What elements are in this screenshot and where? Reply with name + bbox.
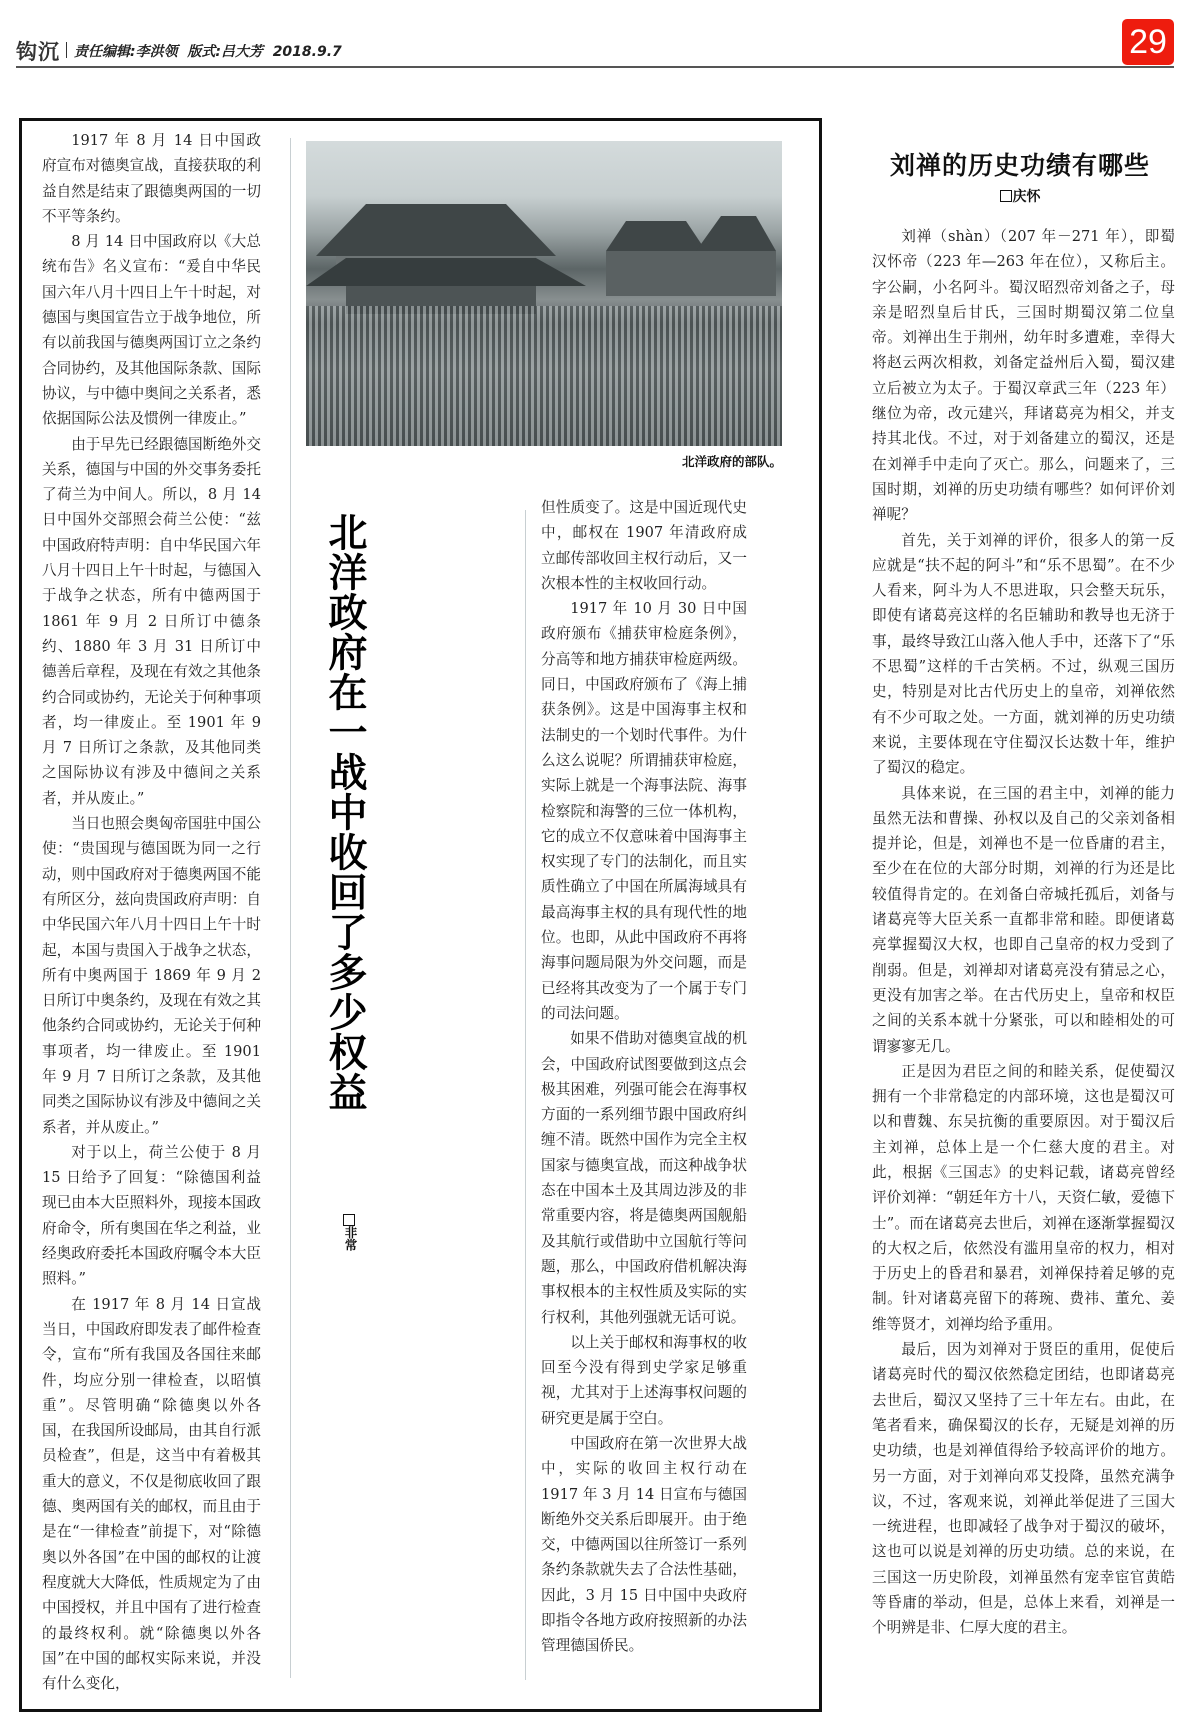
paragraph: 如果不借助对德奥宣战的机会，中国政府试图要做到这点会极其困难，列强可能会在海事权方面的一系列细节跟中国政府纠缠不清。既然中国作为完全主权国家与德奥宣战，而这种战争状态在中国本土及其周边涉及的非常重要内容，将是德奥两国舰船及其航行或借助中立国航行等问题，那么，中国政府借机解决海事权根本的主权性质及实际的实行权利，其他列强就无话可说。 <box>541 1030 747 1326</box>
main-article-author <box>341 1214 359 1251</box>
main-article-column-2 <box>541 495 747 1659</box>
header-divider <box>66 42 67 58</box>
byline-box-icon <box>343 1214 355 1226</box>
paragraph: 对于以上，荷兰公使于 8 月 15 日给予了回复：“除德国利益现已由本大臣照料外，现接本国政府命令，所有奥国在华之利益，业经奥政府委托本国政府嘱令本大臣照料。” <box>42 1143 261 1288</box>
troop-formation <box>306 306 782 446</box>
page-header <box>16 36 1174 68</box>
author-name: 非常 <box>343 1226 358 1251</box>
editor-credits: 责任编辑:李洪领 版式:吕大芳 2018.9.7 <box>74 44 342 60</box>
paragraph: 中国政府在第一次世界大战中，实际的收回主权行动在 1917 年 3 月 14 日宣布与德国断绝外交关系后即展开。由于绝交，中德两国以往所签订一系列条约条款就失去了合法性基础，因此，3 月 15 日中国中央政府即指令各地方政府按照新的办法管理德国侨民。 <box>541 1434 747 1655</box>
main-article-title: 北洋政府在一战中收回了多少权益 <box>322 512 368 1112</box>
side-article-title: 刘禅的历史功绩有哪些 <box>889 151 1150 180</box>
photo-caption: 北洋政府的部队。 <box>681 454 782 469</box>
section-name: 钩沉 <box>16 40 60 64</box>
paragraph: 8 月 14 日中国政府以《大总统布告》名义宣布：“爰自中华民国六年八月十四日上午十时起，对德国与奥国宣告立于战争地位，所有以前我国与德奥两国订立之条约合同协约，及其他国际条款、国际协议，与中德中奥间之关系者，悉依据国际公法及惯例一律废止。” <box>42 233 261 428</box>
paragraph: 但性质变了。这是中国近现代史中，邮权在 1907 年清政府成立邮传部收回主权行动后，又一次根本性的主权收回行动。 <box>541 499 747 592</box>
side-hall-illustration <box>606 211 776 311</box>
column-divider <box>290 138 291 1678</box>
troops-photo <box>306 141 782 446</box>
palace-hall-illustration <box>306 196 586 316</box>
side-article-body <box>872 224 1175 1641</box>
paragraph: 在 1917 年 8 月 14 日宣战当日，中国政府即发表了邮件检查令，宣布“所有我国及各国往来邮件，均应分别一律检查，以昭慎重”。尽管明确“除德奥以外各国，在我国所设邮局，由其自行派员检查”，但是，这当中有着极其重大的意义，不仅是彻底收回了跟德、奥两国有关的邮权，而且由于是在“一律检查”前提下，对“除德奥以外各国”在中国的邮权的让渡程度就大大降低，性质规定为了由中国授权，并且中国有了进行检查的最终权利。就“除德奥以外各国”在中国的邮权实际来说，并没有什么变化， <box>42 1295 261 1693</box>
paragraph: 1917 年 10 月 30 日中国政府颁布《捕获审检庭条例》，分高等和地方捕获审检庭两级。同日，中国政府颁布了《海上捕获条例》。这是中国海事主权和法制史的一个划时代事件。为什么这么说呢？所谓捕获审检庭，实际上就是一个海事法院、海事检察院和海警的三位一体机构，它的成立不仅意味着中国海事主权实现了专门的法制化，而且实质性确立了中国在所属海域具有最高海事主权的具有现代性的地位。也即，从此中国政府不再将海事问题局限为外交问题，而是已经将其改变为了一个属于专门的司法问题。 <box>541 600 747 1022</box>
paragraph: 具体来说，在三国的君主中，刘禅的能力虽然无法和曹操、孙权以及自己的父亲刘备相提并论，但是，刘禅也不是一位昏庸的君主，至少在在位的大部分时期，刘禅的行为还是比较值得肯定的。在刘备白帝城托孤后，刘备与诸葛亮等大臣关系一直都非常和睦。即便诸葛亮掌握蜀汉大权，也即自己皇帝的权力受到了削弱。但是，刘禅却对诸葛亮没有猜忌之心，更没有加害之举。在古代历史上，皇帝和权臣之间的关系本就十分紧张，可以和睦相处的可谓寥寥无几。 <box>872 784 1175 1055</box>
side-article-author <box>870 186 1170 206</box>
paragraph: 首先，关于刘禅的评价，很多人的第一反应就是“扶不起的阿斗”和“乐不思蜀”。在不少人看来，阿斗为人不思进取，只会整天玩乐，即使有诸葛亮这样的名臣辅助和教导也无济于事，最终导致江山落入他人手中，还落下了“乐不思蜀”这样的千古笑柄。不过，纵观三国历史，特别是对比古代历史上的皇帝，刘禅依然有不少可取之处。一方面，就刘禅的历史功绩来说，主要体现在守住蜀汉长达数十年，维护了蜀汉的稳定。 <box>872 531 1175 777</box>
paragraph: 刘禅（shàn）（207 年－271 年），即蜀汉怀帝（223 年—263 年在位），又称后主。字公嗣，小名阿斗。蜀汉昭烈帝刘备之子，母亲是昭烈皇后甘氏，三国时期蜀汉第二位皇帝。刘禅出生于荆州，幼年时多遭难，幸得大将赵云两次相救，刘备定益州后入蜀，蜀汉建立后被立为太子。于蜀汉章武三年（223 年）继位为帝，改元建兴，拜诸葛亮为相父，并支持其北伐。不过，对于刘备建立的蜀汉，还是在刘禅手中走向了灭亡。那么，问题来了，三国时期，刘禅的历史功绩有哪些？如何评价刘禅呢？ <box>872 228 1175 524</box>
page-number-badge: 29 <box>1122 19 1174 65</box>
paragraph: 1917 年 8 月 14 日中国政府宣布对德奥宣战，直接获取的利益自然是结束了跟德奥两国的一切不平等条约。 <box>42 132 261 225</box>
paragraph: 以上关于邮权和海事权的收回至今没有得到史学家足够重视，尤其对于上述海事权问题的研究更是属于空白。 <box>541 1333 747 1427</box>
paragraph: 正是因为君臣之间的和睦关系，促使蜀汉拥有一个非常稳定的内部环境，这也是蜀汉可以和曹魏、东吴抗衡的重要原因。对于蜀汉后主刘禅，总体上是一个仁慈大度的君主。对此，根据《三国志》的史料记载，诸葛亮曾经评价刘禅：“朝廷年方十八，天资仁敏，爱德下士”。而在诸葛亮去世后，刘禅在逐渐掌握蜀汉的大权之后，依然没有滥用皇帝的权力，相对于历史上的昏君和暴君，刘禅保持着足够的克制。针对诸葛亮留下的蒋琬、费祎、董允、姜维等贤才，刘禅均给予重用。 <box>872 1062 1175 1333</box>
byline-box-icon <box>1000 190 1012 202</box>
column-divider <box>525 510 526 1680</box>
main-article-column-1 <box>42 128 261 1696</box>
paragraph: 由于早先已经跟德国断绝外交关系，德国与中国的外交事务委托了荷兰为中间人。所以，8 月 14 日中国外交部照会荷兰公使：“兹中国政府特声明：自中华民国六年八月十四日上午十时起，与德国入于战争之状态，所有中德两国于 1861 年 9 月 2 日所订中德条约、1880 年 3 月 31 日所订中德善后章程，及现在有效之其他条约合同或协约，无论关于何种事项者，均一律废止。至 1901 年 9 月 7 日所订之条款，及其他同类之国际协议有涉及中德间之关系者，并从废止。” <box>42 435 261 807</box>
author-name: 庆怀 <box>1012 189 1041 205</box>
paragraph: 最后，因为刘禅对于贤臣的重用，促使后诸葛亮时代的蜀汉依然稳定团结，也即诸葛亮去世后，蜀汉又坚持了三十年左右。由此，在笔者看来，确保蜀汉的长存，无疑是刘禅的历史功绩，也是刘禅值得给予较高评价的地方。另一方面，对于刘禅向邓艾投降，虽然充满争议，不过，客观来说，刘禅此举促进了三国大一统进程，也即减轻了战争对于蜀汉的破坏，这也可以说是刘禅的历史功绩。总的来说，在三国这一历史阶段，刘禅虽然有宠幸宦官黄皓等昏庸的举动，但是，总体上来看，刘禅是一个明辨是非、仁厚大度的君主。 <box>872 1341 1175 1637</box>
paragraph: 当日也照会奥匈帝国驻中国公使：“贵国现与德国既为同一之行动，则中国政府对于德奥两国不能有所区分，兹向贵国政府声明：自中华民国六年八月十四日上午十时起，本国与贵国入于战争之状态，所有中奥两国于 1869 年 9 月 2 日所订中奥条约，及现在有效之其他条约合同或协约，无论关于何种事项者，均一律废止。至 1901 年 9 月 7 日所订之条款，及其他同类之国际协议有涉及中德间之关系者，并从废止。” <box>42 815 261 1136</box>
